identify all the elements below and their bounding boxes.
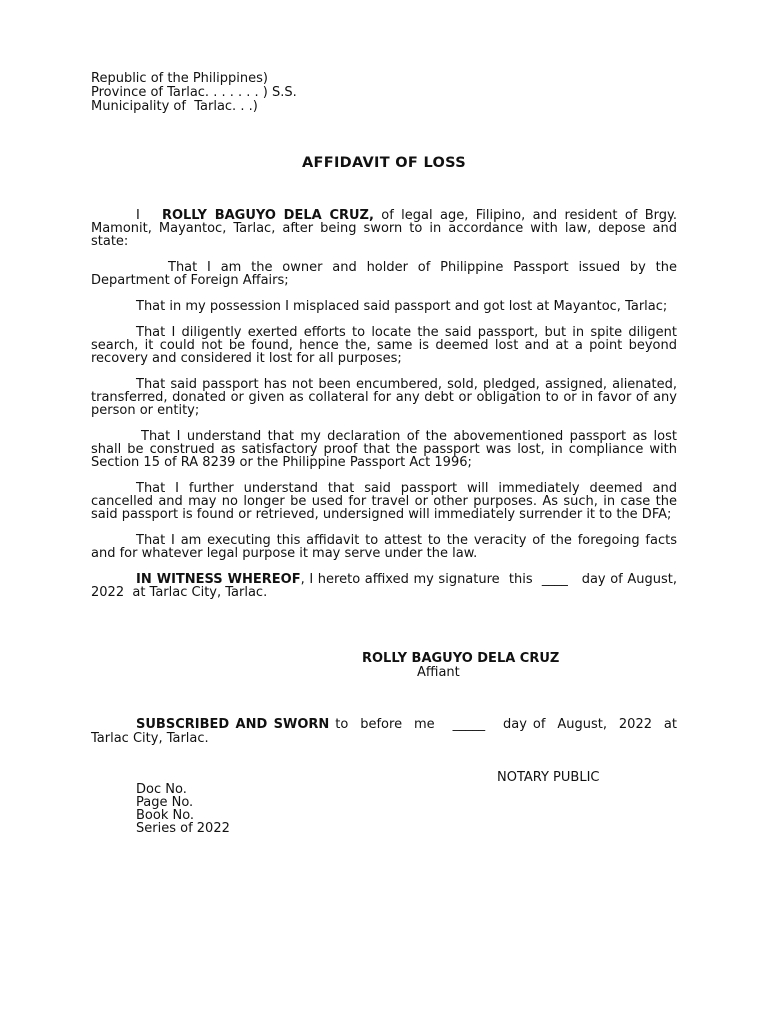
affiant-name-inline: ROLLY BAGUYO DELA CRUZ, xyxy=(161,208,374,223)
affiant-signature-block xyxy=(362,652,559,680)
affiant-label: Affiant xyxy=(417,665,460,680)
page-no: Page No. xyxy=(136,795,194,810)
intro-paragraph xyxy=(91,209,677,248)
venue-line-province: Province of Tarlac. . . . . . . ) S.S. xyxy=(91,85,297,100)
book-no: Book No. xyxy=(136,808,195,823)
witness-paragraph xyxy=(91,572,686,600)
affiant-name: ROLLY BAGUYO DELA CRUZ xyxy=(362,651,560,666)
venue-line-municipality: Municipality of Tarlac. . .) xyxy=(91,99,258,114)
venue-line-republic: Republic of the Philippines) xyxy=(91,71,268,86)
sworn-rest: to before me _____ day of August, 2022 at Tarlac City, Tarlac. xyxy=(91,717,682,746)
doc-no: Doc No. xyxy=(136,782,187,797)
witness-heading: IN WITNESS WHEREOF xyxy=(136,572,301,587)
series: Series of 2022 xyxy=(136,821,230,836)
paragraph-efforts: That I diligently exerted efforts to locate the said passport, but in spite diligent search, it could not be found, hence the, same is deemed lost and at a point beyond recovery and considered it lost for all purposes; xyxy=(91,325,677,366)
paragraph-executing: That I am executing this affidavit to attest to the veracity of the foregoing facts and for whatever legal purpose it may serve under the law. xyxy=(91,533,677,561)
paragraph-misplaced: That in my possession I misplaced said passport and got lost at Mayantoc, Tarlac; xyxy=(136,299,668,314)
paragraph-cancelled: That I further understand that said passport will immediately deemed and cancelled and may no longer be used for travel or other purposes. As such, in case the said passport is found or retrieved, undersigned will immediately surrender it to the DFA; xyxy=(91,481,677,522)
notary-public-label: NOTARY PUBLIC xyxy=(497,770,600,785)
witness-rest: , I hereto affixed my signature this ____ day of August, 2022 at Tarlac City, Tarlac. xyxy=(91,572,686,600)
sworn-heading: SUBSCRIBED AND SWORN xyxy=(136,717,330,732)
doc-details xyxy=(136,783,230,835)
subscribed-sworn-paragraph xyxy=(91,717,682,746)
affidavit-body xyxy=(91,208,686,612)
paragraph-owner: That I am the owner and holder of Philippine Passport issued by the Department of Foreign Affairs; xyxy=(91,260,677,288)
paragraph-declaration: That I understand that my declaration of the abovementioned passport as lost shall be construed as satisfactory proof that the passport was lost, in compliance with Section 15 of RA 8239 or the Philippine Passport Act 1996; xyxy=(91,429,677,470)
venue-block xyxy=(91,72,297,114)
intro-rest: of legal age, Filipino, and resident of Brgy. Mamonit, Mayantoc, Tarlac, after being sworn to in accordance with law, depose and state: xyxy=(91,208,677,249)
intro-pre: I xyxy=(136,208,162,223)
paragraph-not-encumbered: That said passport has not been encumbered, sold, pledged, assigned, alienated, transferred, donated or given as collateral for any debt or obligation to or in favor of any person or entity; xyxy=(91,377,677,418)
document-title: AFFIDAVIT OF LOSS xyxy=(302,155,466,171)
